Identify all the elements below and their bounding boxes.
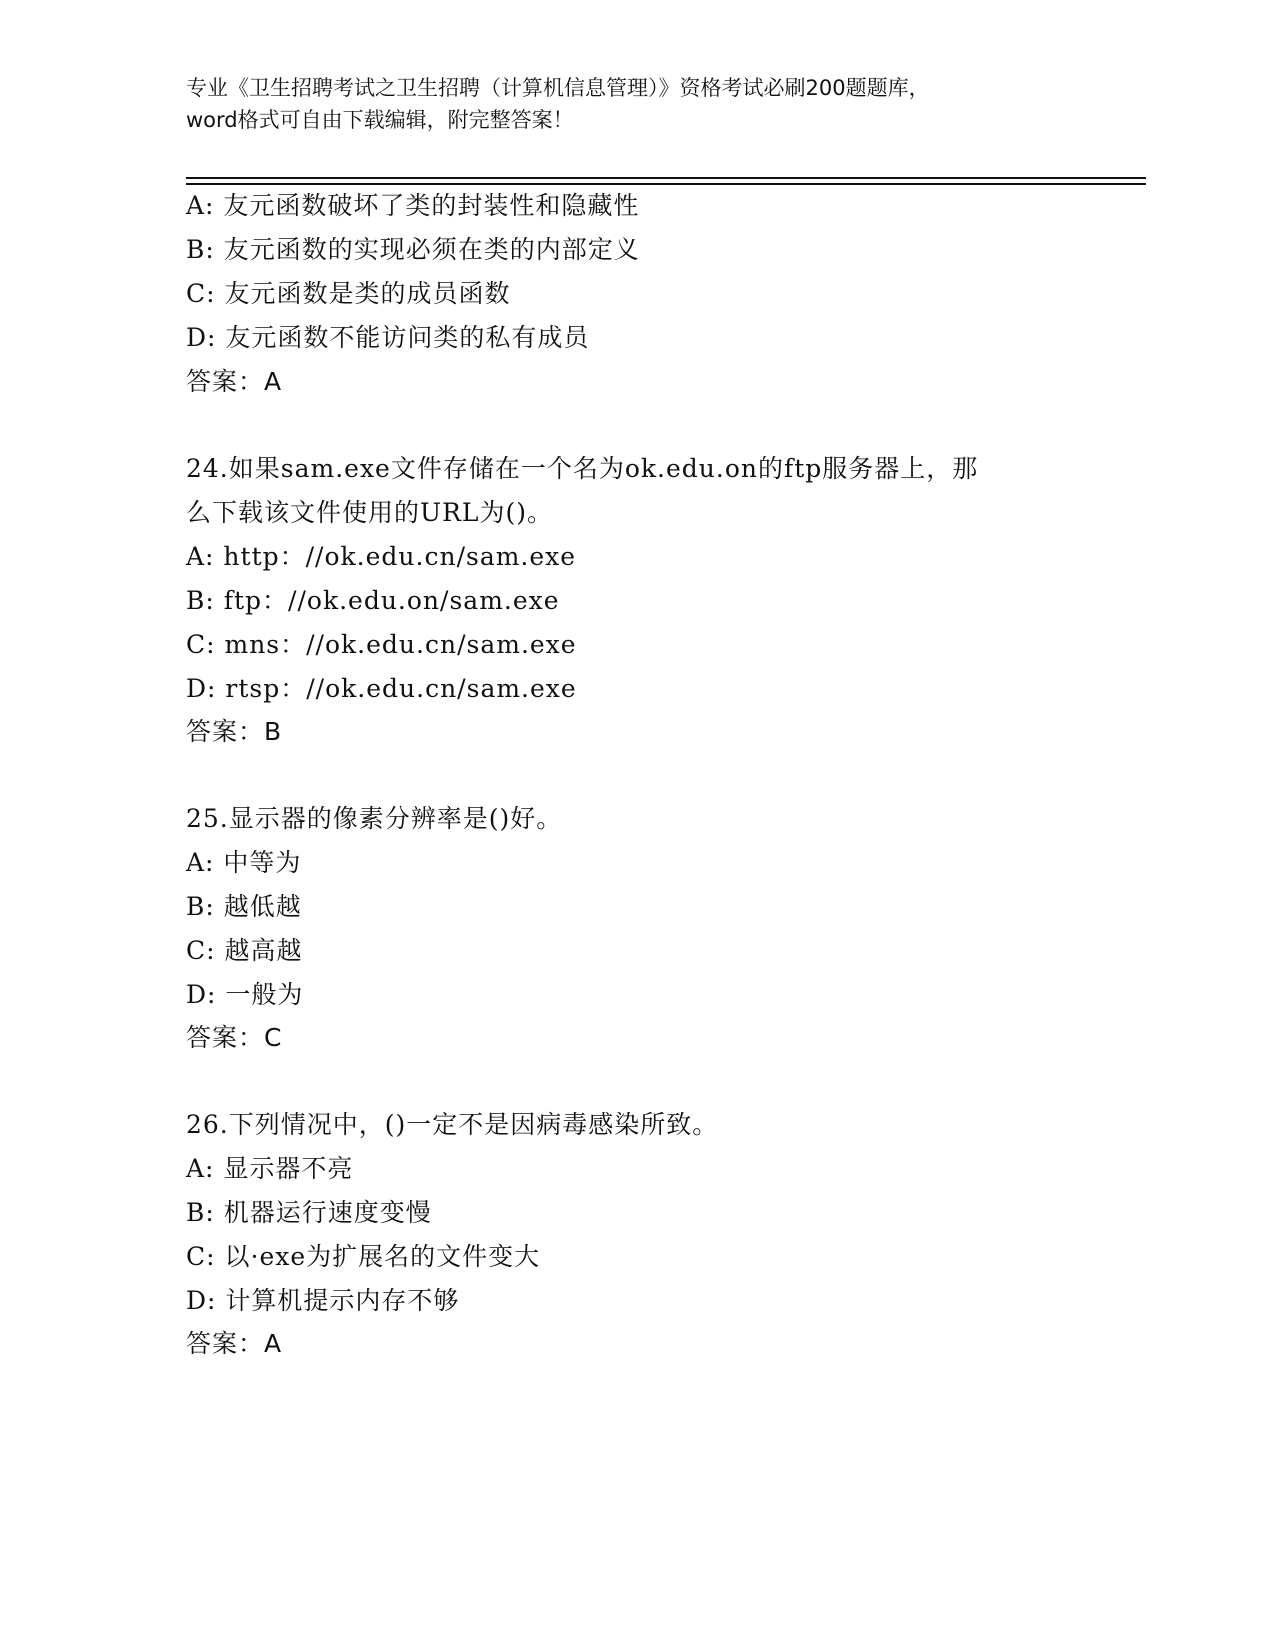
q24-answer: 答案：B — [186, 717, 283, 746]
q23-option-c: C: 友元函数是类的成员函数 — [186, 279, 511, 308]
q24-stem-line-2: 么下载该文件使用的URL为()。 — [186, 498, 554, 527]
header-divider-double — [186, 183, 1146, 185]
q25-option-a: A: 中等为 — [186, 848, 302, 877]
q23-option-d: D: 友元函数不能访问类的私有成员 — [186, 323, 590, 352]
q26-option-a: A: 显示器不亮 — [186, 1154, 354, 1183]
q23-option-b: B: 友元函数的实现必须在类的内部定义 — [186, 235, 640, 264]
q25-option-c: C: 越高越 — [186, 936, 303, 965]
q25-stem: 25.显示器的像素分辨率是()好。 — [186, 804, 563, 833]
q25-option-d: D: 一般为 — [186, 980, 304, 1009]
header-divider — [186, 177, 1146, 179]
header-line-2: word格式可自由下载编辑，附完整答案！ — [186, 108, 574, 132]
q24-option-a: A: http：//ok.edu.cn/sam.exe — [186, 542, 577, 571]
q24-option-b: B: ftp：//ok.edu.on/sam.exe — [186, 586, 560, 615]
q26-option-d: D: 计算机提示内存不够 — [186, 1286, 460, 1315]
document-header — [186, 72, 1086, 136]
q25-option-b: B: 越低越 — [186, 892, 302, 921]
q23-answer: 答案：A — [186, 367, 283, 396]
q25-answer: 答案：C — [186, 1023, 283, 1052]
q26-option-c: C: 以·exe为扩展名的文件变大 — [186, 1242, 541, 1271]
q24-option-c: C: mns：//ok.edu.cn/sam.exe — [186, 630, 577, 659]
q26-stem: 26.下列情况中，()一定不是因病毒感染所致。 — [186, 1110, 719, 1139]
q24-stem-line-1: 24.如果sam.exe文件存储在一个名为ok.edu.on的ftp服务器上，那 — [186, 454, 979, 483]
header-line-1: 专业《卫生招聘考试之卫生招聘（计算机信息管理）》资格考试必刷200题题库， — [186, 76, 930, 100]
q26-option-b: B: 机器运行速度变慢 — [186, 1198, 432, 1227]
q23-option-a: A: 友元函数破坏了类的封装性和隐藏性 — [186, 191, 640, 220]
q26-answer: 答案：A — [186, 1329, 283, 1358]
q24-option-d: D: rtsp：//ok.edu.cn/sam.exe — [186, 674, 577, 703]
